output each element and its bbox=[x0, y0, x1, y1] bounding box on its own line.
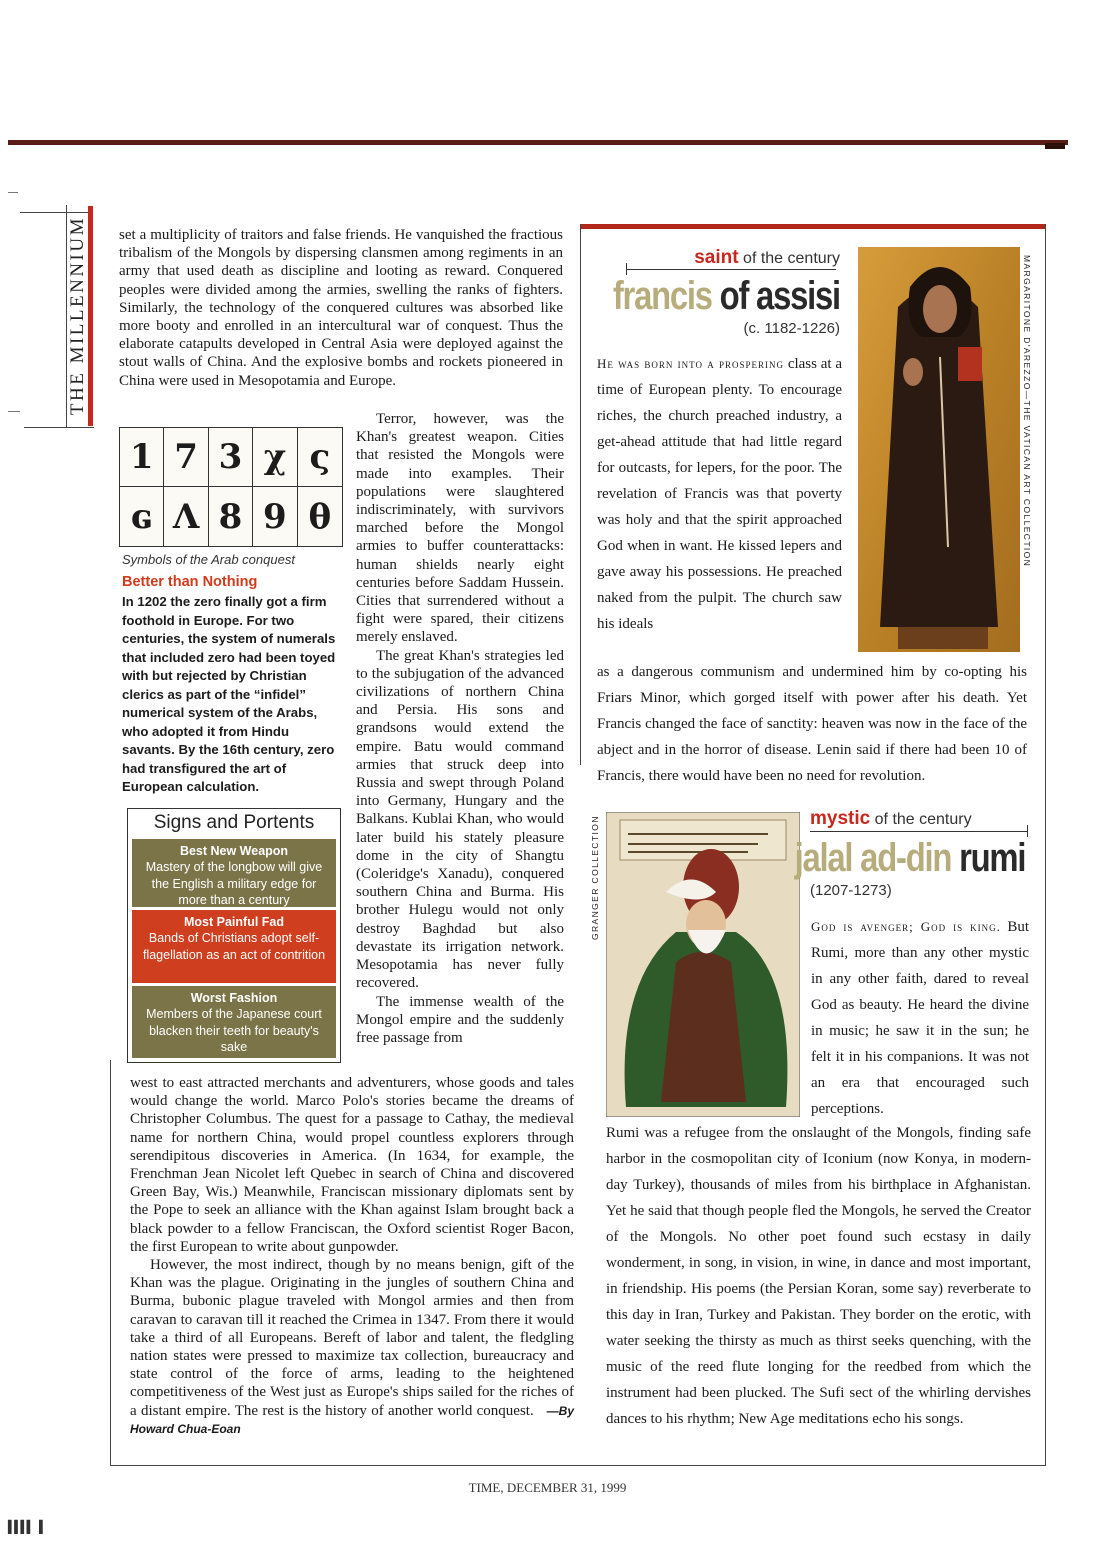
article-paragraph bbox=[130, 1256, 574, 1438]
mystic-kicker bbox=[810, 808, 972, 830]
margin-tick bbox=[8, 192, 18, 193]
saint-dates: (c. 1182-1226) bbox=[743, 320, 840, 337]
profiles-frame-left bbox=[580, 224, 581, 765]
saint-name-light: francis bbox=[612, 274, 712, 318]
numeral-5: ς bbox=[298, 428, 342, 487]
raised-hand bbox=[903, 358, 923, 386]
mystic-kicker-rest: of the century bbox=[874, 811, 972, 828]
section-label: THE MILLENNIUM bbox=[67, 216, 88, 416]
saint-rule bbox=[626, 269, 836, 270]
mystic-text-wide bbox=[606, 1120, 1031, 1432]
signs-item-heading: Most Painful Fad bbox=[184, 915, 284, 929]
main-article-intro bbox=[119, 226, 563, 390]
numeral-6: ɢ bbox=[120, 487, 164, 546]
signs-item-fashion bbox=[132, 986, 336, 1058]
numeral-0: θ bbox=[308, 496, 332, 537]
page-frame-left bbox=[110, 1060, 111, 1465]
article-paragraph: The great Khan's strategies led to the subjugation of the advanced civilizations of northern China and Persia. His sons and grandsons would extend the empire. Batu would command armies that struck deep into Russia and swept through Poland into Germany, Hungary and the Balkans. Kublai Khan, who would later build his stately pleasure dome in the city of Shangtu (Coleridge's Xanadu), conquered southern China and Burma. His brother Hulegu would not only destroy Baghdad but also devastate its irrigation network. Mesopotamia has never fully recovered. bbox=[356, 647, 564, 992]
article-paragraph: set a multiplicity of traitors and false friends. He vanquished the fractious tribalism of the Mongols by dispersing clansmen among regiments in an army that used death as discipline and looting as reward. Conquered peoples were divided among the armies, swelling the ranks of fighters. Similarly, the technology of the conquered cultures was absorbed like more booty and enrolled in an intercultural war of conquest. Thus the elaborate catapults developed in Central Asia were deployed against the stout walls of China. And the explosive bombs and rockets pioneered in China were used in Mesopotamia and Europe. bbox=[119, 227, 563, 389]
section-rule-bottom bbox=[24, 427, 94, 428]
signs-item-text: Bands of Christians adopt self-flagellation as an act of contrition bbox=[142, 931, 326, 962]
page-footer: TIME, DECEMBER 31, 1999 bbox=[468, 1480, 627, 1495]
article-column-bottom bbox=[130, 1074, 574, 1438]
sidebar-heading: Better than Nothing bbox=[122, 574, 258, 590]
red-book bbox=[958, 347, 982, 381]
signs-title: Signs and Portents bbox=[153, 812, 315, 833]
mystic-name-light: jalal ad-din bbox=[794, 836, 951, 880]
ground bbox=[898, 627, 988, 649]
signs-item-heading: Best New Weapon bbox=[179, 844, 289, 858]
mystic-lead: God is avenger; God is king. bbox=[811, 919, 1001, 934]
saint-kicker-rest: of the century bbox=[743, 250, 840, 267]
numeral-2: 7 bbox=[164, 428, 208, 487]
article-paragraph: Terror, however, was the Khan's greatest weapon. Cities that resisted the Mongols were made into examples. Their populations were slaughtered indiscriminately, with survivors marched before the Mongol armies to buffer counterattacks: human shields nearly eight centuries before Saddam Hussein. Cities that surrendered without a fight were spared, their citizens merely enslaved. bbox=[356, 411, 564, 646]
top-rule-end bbox=[1045, 143, 1065, 149]
article-paragraph: The immense wealth of the Mongol empire and the suddenly free passage from bbox=[356, 993, 564, 1046]
page-frame-bottom bbox=[110, 1465, 1046, 1466]
francis-portrait bbox=[858, 247, 1020, 652]
numeral-4: χ bbox=[253, 428, 297, 487]
rumi-portrait bbox=[606, 812, 800, 1117]
byline: —By Howard Chua-Eoan bbox=[130, 1403, 575, 1436]
figure-caption: Symbols of the Arab conquest bbox=[122, 552, 295, 567]
saint-text-narrow bbox=[597, 351, 842, 637]
scan-mark: ▌▌▌▌ ▌ bbox=[8, 1520, 46, 1534]
mystic-name-dark: rumi bbox=[958, 836, 1025, 880]
numeral-1: 1 bbox=[120, 428, 164, 487]
sidebar-text: In 1202 the zero finally got a firm foothold in Europe. For two centuries, the system of numerals that included zero had been toyed with but rejected by Christian clerics as part of the “infidel” numerical system of the Arabs, who adopted it from Hindu savants. By the 16th century, zero had transfigured the art of European calculation. bbox=[122, 594, 336, 794]
saint-kicker-bold: saint bbox=[694, 247, 739, 268]
mystic-rule bbox=[810, 831, 1028, 832]
saint-lead: He was born into a prospering bbox=[597, 356, 785, 371]
numeral-8: 8 bbox=[209, 487, 253, 546]
profiles-frame-right bbox=[1045, 224, 1046, 1465]
saint-text bbox=[597, 351, 842, 637]
mystic-text-narrow bbox=[811, 914, 1029, 1122]
signs-item-weapon bbox=[132, 839, 336, 907]
margin-tick bbox=[8, 411, 20, 412]
mystic-dates: (1207-1273) bbox=[810, 882, 892, 899]
section-label-wrap bbox=[60, 200, 96, 432]
mystic-rule-cap bbox=[1027, 825, 1028, 837]
francis-image-credit: MARGARITONE D'AREZZO—THE VATICAN ART COLLECTION bbox=[1022, 255, 1032, 568]
profiles-frame-top bbox=[580, 224, 1046, 229]
saint-name-dark: of assisi bbox=[719, 274, 840, 318]
mystic-text bbox=[811, 914, 1029, 1122]
signs-item-heading: Worst Fashion bbox=[190, 991, 278, 1005]
face bbox=[923, 285, 957, 333]
saint-name bbox=[613, 275, 840, 317]
article-paragraph: west to east attracted merchants and adventurers, whose goods and tales would change the world. Marco Polo's stories became the dreams of Christopher Columbus. The quest for a passage to Cathay, the medieval name for northern China, would propel countless explorers through serendipitous discoveries in America. (In 1634, for example, the Frenchman Jean Nicolet left Quebec in search of China and discovered Green Bay, Wis.) Meanwhile, Franciscan missionary diplomats sent by the Pope to seek an alliance with the Khan against Islam brought back a black powder to a fellow Franciscan, the Oxford scientist Roger Bacon, the first European to write about gunpowder. bbox=[130, 1075, 574, 1255]
mystic-kicker-bold: mystic bbox=[810, 808, 871, 829]
mystic-name bbox=[794, 837, 1025, 879]
saint-body-wide: as a dangerous communism and undermined him by co-opting his Friars Minor, which gorged itself with power after his death. Yet Francis changed the face of sanctity: heaven was now in the face of the abject and in the horror of disease. Lenin said if there had been 10 of Francis, there would have been no need for revolution. bbox=[597, 664, 1027, 784]
mystic-body-wide: Rumi was a refugee from the onslaught of the Mongols, finding safe harbor in the cosmopolitan city of Iconium (now Konya, in modern-day Turkey), thousands of miles from his birthplace in Afghanistan. Yet he said that though people fled the Mongols, he served the Creator of the Mongols. No other poet found such ecstasy in daily wonderment, in song, in vision, in wine, in dance and most important, in friendship. His poems (the Persian Koran, some say) reverberate to this day in Iran, Turkey and Pakistan. They border on the erotic, with water seeking the thirsty as much as thirst seeks quenching, with the music of the reed flute longing for the reedbed from which the instrument had been plucked. The Sufi sect of the whirling dervishes dances to his rhythm; New Age meditations echo his songs. bbox=[606, 1125, 1031, 1427]
saint-kicker bbox=[694, 247, 840, 269]
numeral-3: 3 bbox=[209, 428, 253, 487]
numerals-figure bbox=[119, 427, 343, 547]
rumi-image-credit: GRANGER COLLECTION bbox=[590, 815, 600, 940]
mystic-body-narrow: But Rumi, more than any other mystic in any other faith, dared to reveal God as beauty. He heard the divine in music; he saw it in the sun; he felt it in his companions. It was not an era that encouraged such perceptions. bbox=[811, 919, 1030, 1117]
saint-text-wide bbox=[597, 659, 1027, 789]
signs-item-fad bbox=[132, 910, 336, 983]
article-column-a bbox=[356, 410, 564, 1047]
signs-and-portents-box bbox=[127, 808, 341, 1063]
signs-item-text: Mastery of the longbow will give the English a military edge for more than a century bbox=[145, 860, 323, 907]
sidebar-text-wrap bbox=[122, 593, 344, 797]
saint-body-narrow: class at a time of European plenty. To encourage riches, the church preached industry, a get-ahead attitude that had little regard for outcasts, for lepers, for the poor. The revelation of Francis was that poverty was holy and that the spirit approached God when in want. He kissed lepers and gave away his possessions. He preached naked from the pulpit. The church saw his ideals bbox=[597, 356, 842, 632]
top-rule bbox=[8, 140, 1068, 145]
signs-item-text: Members of the Japanese court blacken their teeth for beauty's sake bbox=[146, 1007, 322, 1054]
numeral-7: Λ bbox=[164, 487, 208, 546]
article-last-paragraph: However, the most indirect, though by no means benign, gift of the Khan was the plague. Originating in the jungles of southern China and Burma, bubonic plague traveled with Mongol armies and then from caravan to caravan till it reached the Crimea in 1347. From there it would take a third of all Europeans. Bereft of labor and talent, the fledgling nation states were pressed to maximize tax collection, bureaucracy and state control of the force of arms, leading to the heightened competitiveness of the West just as Europe's ships sailed for the riches of a distant empire. The rest is the history of another world conquest. bbox=[130, 1257, 574, 1419]
numeral-9: 9 bbox=[253, 487, 297, 546]
